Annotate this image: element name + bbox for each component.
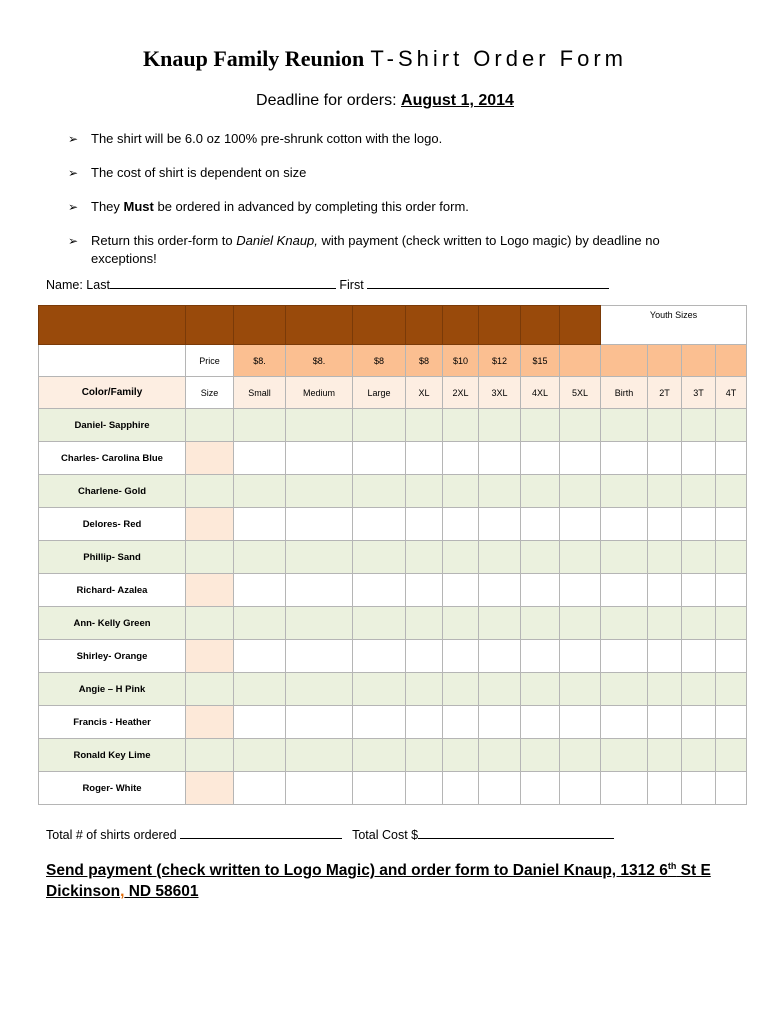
quantity-cell[interactable]: [648, 508, 682, 541]
quantity-cell[interactable]: [601, 475, 648, 508]
quantity-cell[interactable]: [353, 475, 406, 508]
quantity-cell[interactable]: [234, 475, 286, 508]
price-cell: $12: [479, 345, 521, 377]
quantity-cell[interactable]: [601, 508, 648, 541]
quantity-cell[interactable]: [234, 508, 286, 541]
family-color-cell: Charles- Carolina Blue: [39, 442, 186, 475]
quantity-cell[interactable]: [479, 574, 521, 607]
quantity-cell[interactable]: [560, 739, 601, 772]
size-entry-cell[interactable]: [186, 574, 234, 607]
size-entry-cell[interactable]: [186, 673, 234, 706]
deadline-date: August 1, 2014: [401, 92, 514, 109]
quantity-cell[interactable]: [353, 508, 406, 541]
quantity-cell[interactable]: [406, 508, 443, 541]
quantity-cell[interactable]: [682, 772, 716, 805]
arrow-bullet-icon: ➢: [68, 166, 79, 180]
quantity-cell[interactable]: [443, 640, 479, 673]
quantity-cell[interactable]: [716, 475, 747, 508]
quantity-cell[interactable]: [560, 607, 601, 640]
family-color-cell: Richard- Azalea: [39, 574, 186, 607]
quantity-cell[interactable]: [286, 673, 353, 706]
quantity-cell[interactable]: [234, 706, 286, 739]
quantity-cell[interactable]: [648, 475, 682, 508]
quantity-cell[interactable]: [353, 442, 406, 475]
quantity-cell[interactable]: [560, 475, 601, 508]
quantity-cell[interactable]: [353, 607, 406, 640]
color-family-header: Color/Family: [39, 377, 186, 409]
quantity-cell[interactable]: [406, 706, 443, 739]
send-line1: Send payment (check written to Logo Magic) and order form to Daniel Knaup, 1312 6: [46, 862, 668, 880]
quantity-cell[interactable]: [560, 508, 601, 541]
quantity-cell[interactable]: [521, 409, 560, 442]
size-entry-cell[interactable]: [186, 442, 234, 475]
family-color-cell: Charlene- Gold: [39, 475, 186, 508]
youth-sizes-header: Youth Sizes: [601, 306, 747, 345]
quantity-cell[interactable]: [443, 673, 479, 706]
deadline-line: [0, 92, 770, 110]
quantity-cell[interactable]: [353, 739, 406, 772]
family-color-cell: Delores- Red: [39, 508, 186, 541]
title-rest: T-Shirt Order Form: [370, 46, 627, 71]
quantity-cell[interactable]: [443, 739, 479, 772]
quantity-cell[interactable]: [648, 442, 682, 475]
quantity-cell[interactable]: [716, 640, 747, 673]
bullet-text-pre: Return this order-form to: [91, 233, 237, 248]
quantity-cell[interactable]: [560, 409, 601, 442]
quantity-cell[interactable]: [406, 442, 443, 475]
quantity-cell[interactable]: [443, 508, 479, 541]
last-name-field[interactable]: [110, 276, 336, 289]
quantity-cell[interactable]: [682, 574, 716, 607]
quantity-cell[interactable]: [479, 475, 521, 508]
bullet-text-italic: Daniel Knaup,: [236, 233, 318, 248]
quantity-cell[interactable]: [286, 772, 353, 805]
table-row: [39, 673, 747, 706]
quantity-cell[interactable]: [286, 508, 353, 541]
bullet-text-pre: They: [91, 199, 124, 214]
quantity-cell[interactable]: [406, 607, 443, 640]
quantity-cell[interactable]: [353, 574, 406, 607]
table-header-row: [39, 306, 747, 345]
size-entry-cell[interactable]: [186, 541, 234, 574]
table-row: [39, 772, 747, 805]
quantity-cell[interactable]: [716, 739, 747, 772]
quantity-cell[interactable]: [479, 409, 521, 442]
quantity-cell[interactable]: [406, 673, 443, 706]
quantity-cell[interactable]: [601, 541, 648, 574]
quantity-cell[interactable]: [234, 574, 286, 607]
name-line: [46, 276, 609, 292]
quantity-cell[interactable]: [560, 772, 601, 805]
quantity-cell[interactable]: [682, 607, 716, 640]
quantity-cell[interactable]: [443, 475, 479, 508]
table-row: [39, 409, 747, 442]
bullet-text-post: with payment (check written to Logo magic) by deadline no exceptions!: [91, 233, 660, 266]
family-color-cell: Francis - Heather: [39, 706, 186, 739]
quantity-cell[interactable]: [479, 508, 521, 541]
quantity-cell[interactable]: [682, 409, 716, 442]
quantity-cell[interactable]: [716, 508, 747, 541]
quantity-cell[interactable]: [648, 574, 682, 607]
quantity-cell[interactable]: [353, 772, 406, 805]
quantity-cell[interactable]: [560, 574, 601, 607]
quantity-cell[interactable]: [443, 706, 479, 739]
size-entry-cell[interactable]: [186, 706, 234, 739]
arrow-bullet-icon: ➢: [68, 132, 79, 146]
table-row: [39, 640, 747, 673]
size-label: Size: [186, 377, 234, 409]
form-title: [0, 46, 770, 72]
quantity-cell[interactable]: [521, 739, 560, 772]
first-name-field[interactable]: [367, 276, 609, 289]
size-entry-cell[interactable]: [186, 409, 234, 442]
quantity-cell[interactable]: [716, 706, 747, 739]
size-header: 4XL: [521, 377, 560, 409]
ordinal-suffix: th: [667, 861, 677, 871]
totals-line: [46, 826, 614, 842]
quantity-cell[interactable]: [234, 607, 286, 640]
quantity-cell[interactable]: [443, 772, 479, 805]
quantity-cell[interactable]: [601, 739, 648, 772]
quantity-cell[interactable]: [521, 673, 560, 706]
quantity-cell[interactable]: [479, 739, 521, 772]
quantity-cell[interactable]: [716, 673, 747, 706]
quantity-cell[interactable]: [521, 607, 560, 640]
price-cell: $15: [521, 345, 560, 377]
table-row: [39, 541, 747, 574]
quantity-cell[interactable]: [521, 475, 560, 508]
total-cost-field[interactable]: [418, 826, 614, 839]
quantity-cell[interactable]: [406, 640, 443, 673]
quantity-cell[interactable]: [601, 640, 648, 673]
quantity-cell[interactable]: [716, 772, 747, 805]
quantity-cell[interactable]: [682, 706, 716, 739]
bullet-item: [68, 130, 728, 148]
quantity-cell[interactable]: [479, 640, 521, 673]
family-color-cell: Phillip- Sand: [39, 541, 186, 574]
first-name-label: First: [335, 278, 368, 292]
quantity-cell[interactable]: [286, 475, 353, 508]
quantity-cell[interactable]: [234, 409, 286, 442]
quantity-cell[interactable]: [560, 442, 601, 475]
quantity-cell[interactable]: [682, 640, 716, 673]
bullet-text-emphasis: Must: [123, 199, 154, 214]
bullet-text-post: be ordered in advanced by completing this order form.: [153, 199, 469, 214]
quantity-cell[interactable]: [353, 409, 406, 442]
quantity-cell[interactable]: [406, 574, 443, 607]
table-row: [39, 574, 747, 607]
price-cell: $8: [353, 345, 406, 377]
family-color-cell: Ronald Key Lime: [39, 739, 186, 772]
total-shirts-label: Total # of shirts ordered: [46, 828, 181, 842]
quantity-cell[interactable]: [286, 739, 353, 772]
quantity-cell[interactable]: [682, 475, 716, 508]
quantity-cell[interactable]: [479, 673, 521, 706]
table-row: [39, 607, 747, 640]
quantity-cell[interactable]: [521, 574, 560, 607]
size-entry-cell[interactable]: [186, 640, 234, 673]
quantity-cell[interactable]: [443, 541, 479, 574]
quantity-cell[interactable]: [443, 442, 479, 475]
quantity-cell[interactable]: [286, 706, 353, 739]
send-comma: ,: [120, 883, 125, 901]
bullet-item: [68, 198, 728, 216]
family-color-cell: Ann- Kelly Green: [39, 607, 186, 640]
quantity-cell[interactable]: [479, 772, 521, 805]
bullet-item: [68, 164, 728, 182]
quantity-cell[interactable]: [682, 442, 716, 475]
quantity-cell[interactable]: [521, 541, 560, 574]
quantity-cell[interactable]: [286, 442, 353, 475]
quantity-cell[interactable]: [648, 640, 682, 673]
size-entry-cell[interactable]: [186, 508, 234, 541]
quantity-cell[interactable]: [406, 541, 443, 574]
quantity-cell[interactable]: [406, 409, 443, 442]
size-header: Large: [353, 377, 406, 409]
arrow-bullet-icon: ➢: [68, 234, 79, 248]
quantity-cell[interactable]: [406, 772, 443, 805]
size-entry-cell[interactable]: [186, 739, 234, 772]
quantity-cell[interactable]: [682, 739, 716, 772]
quantity-cell[interactable]: [601, 706, 648, 739]
order-table: [38, 305, 747, 805]
quantity-cell[interactable]: [648, 541, 682, 574]
quantity-cell[interactable]: [406, 475, 443, 508]
quantity-cell[interactable]: [716, 442, 747, 475]
quantity-cell[interactable]: [443, 607, 479, 640]
price-cell: $8.: [286, 345, 353, 377]
size-header: 5XL: [560, 377, 601, 409]
bullet-list: [68, 130, 728, 284]
quantity-cell[interactable]: [286, 541, 353, 574]
quantity-cell[interactable]: [648, 673, 682, 706]
quantity-cell[interactable]: [648, 739, 682, 772]
family-color-cell: Angie – H Pink: [39, 673, 186, 706]
size-header: 2T: [648, 377, 682, 409]
table-row: [39, 739, 747, 772]
quantity-cell[interactable]: [648, 409, 682, 442]
quantity-cell[interactable]: [682, 541, 716, 574]
quantity-cell[interactable]: [286, 574, 353, 607]
quantity-cell[interactable]: [234, 442, 286, 475]
last-name-label: Name: Last: [46, 278, 110, 292]
price-cell: $10: [443, 345, 479, 377]
quantity-cell[interactable]: [353, 541, 406, 574]
size-entry-cell[interactable]: [186, 607, 234, 640]
table-row: [39, 508, 747, 541]
quantity-cell[interactable]: [716, 541, 747, 574]
send-line1-end: St E: [676, 862, 711, 880]
quantity-cell[interactable]: [479, 706, 521, 739]
size-header: Medium: [286, 377, 353, 409]
size-header: 3XL: [479, 377, 521, 409]
price-label: Price: [186, 345, 234, 377]
quantity-cell[interactable]: [353, 706, 406, 739]
quantity-cell[interactable]: [234, 772, 286, 805]
quantity-cell[interactable]: [353, 640, 406, 673]
quantity-cell[interactable]: [560, 673, 601, 706]
quantity-cell[interactable]: [682, 508, 716, 541]
bullet-item: [68, 232, 728, 268]
family-rows: [39, 409, 747, 805]
quantity-cell[interactable]: [716, 409, 747, 442]
deadline-label: Deadline for orders:: [256, 92, 402, 109]
quantity-cell[interactable]: [648, 706, 682, 739]
size-header: XL: [406, 377, 443, 409]
family-color-cell: Daniel- Sapphire: [39, 409, 186, 442]
quantity-cell[interactable]: [601, 772, 648, 805]
table-row: [39, 475, 747, 508]
quantity-cell[interactable]: [716, 574, 747, 607]
quantity-cell[interactable]: [234, 541, 286, 574]
quantity-cell[interactable]: [234, 739, 286, 772]
quantity-cell[interactable]: [716, 607, 747, 640]
size-entry-cell[interactable]: [186, 772, 234, 805]
quantity-cell[interactable]: [601, 409, 648, 442]
quantity-cell[interactable]: [286, 640, 353, 673]
quantity-cell[interactable]: [601, 607, 648, 640]
send-city: Dickinson: [46, 883, 121, 901]
quantity-cell[interactable]: [479, 442, 521, 475]
quantity-cell[interactable]: [601, 442, 648, 475]
arrow-bullet-icon: ➢: [68, 200, 79, 214]
table-row: [39, 706, 747, 739]
size-header: 2XL: [443, 377, 479, 409]
title-bold: Knaup Family Reunion: [143, 46, 365, 71]
quantity-cell[interactable]: [682, 673, 716, 706]
send-payment-instructions: [46, 856, 746, 902]
quantity-cell[interactable]: [353, 673, 406, 706]
size-row: [39, 377, 747, 409]
quantity-cell[interactable]: [521, 772, 560, 805]
send-state-zip: ND 58601: [124, 883, 199, 901]
total-cost-label: Total Cost $: [352, 828, 419, 842]
quantity-cell[interactable]: [521, 640, 560, 673]
quantity-cell[interactable]: [443, 409, 479, 442]
quantity-cell[interactable]: [479, 541, 521, 574]
quantity-cell[interactable]: [648, 607, 682, 640]
quantity-cell[interactable]: [648, 772, 682, 805]
size-header: 3T: [682, 377, 716, 409]
family-color-cell: Roger- White: [39, 772, 186, 805]
quantity-cell[interactable]: [601, 574, 648, 607]
quantity-cell[interactable]: [560, 541, 601, 574]
bullet-text: The cost of shirt is dependent on size: [91, 165, 307, 180]
quantity-cell[interactable]: [234, 640, 286, 673]
size-header: 4T: [716, 377, 747, 409]
price-cell: $8.: [234, 345, 286, 377]
quantity-cell[interactable]: [286, 607, 353, 640]
size-header: Small: [234, 377, 286, 409]
quantity-cell[interactable]: [521, 706, 560, 739]
size-entry-cell[interactable]: [186, 475, 234, 508]
quantity-cell[interactable]: [234, 673, 286, 706]
quantity-cell[interactable]: [479, 607, 521, 640]
quantity-cell[interactable]: [521, 508, 560, 541]
quantity-cell[interactable]: [443, 574, 479, 607]
quantity-cell[interactable]: [560, 640, 601, 673]
quantity-cell[interactable]: [601, 673, 648, 706]
quantity-cell[interactable]: [286, 409, 353, 442]
price-row: [39, 345, 747, 377]
quantity-cell[interactable]: [560, 706, 601, 739]
total-shirts-field[interactable]: [180, 826, 342, 839]
price-cell: $8: [406, 345, 443, 377]
table-row: [39, 442, 747, 475]
quantity-cell[interactable]: [521, 442, 560, 475]
bullet-text: The shirt will be 6.0 oz 100% pre-shrunk cotton with the logo.: [91, 131, 443, 146]
family-color-cell: Shirley- Orange: [39, 640, 186, 673]
size-header: Birth: [601, 377, 648, 409]
quantity-cell[interactable]: [406, 739, 443, 772]
